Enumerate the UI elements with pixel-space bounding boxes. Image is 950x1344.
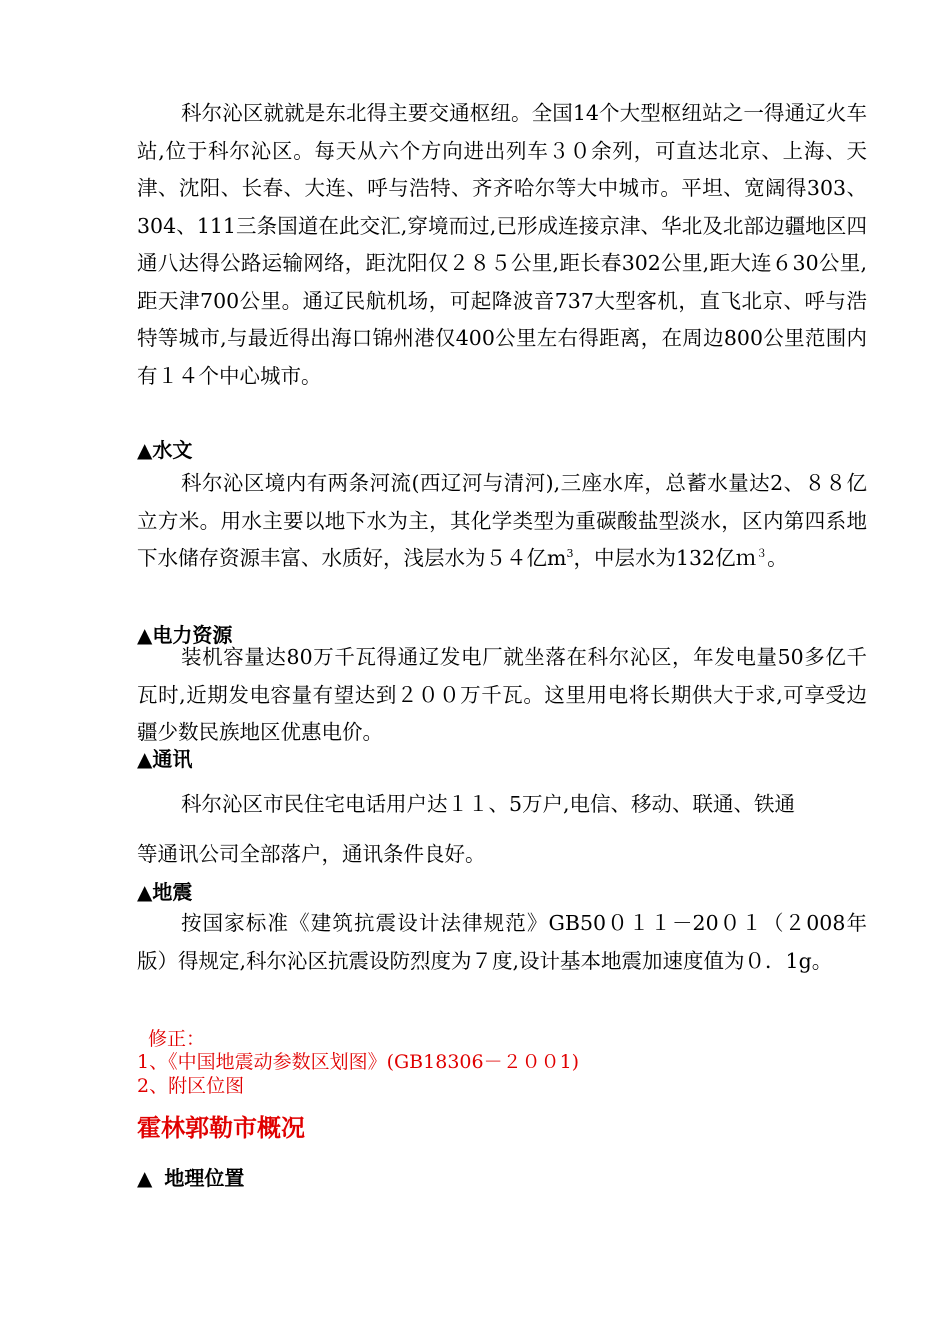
earthquake-paragraph: 按国家标准《建筑抗震设计法律规范》GB50０１１－20０１（２008年版）得规定,科尔沁区抗震设防烈度为７度,设计基本地震加速度值为０．1g。 [137,911,867,973]
earthquake-heading [137,876,192,905]
revision-label: 修正： [148,1028,206,1050]
triangle-bullet-icon: ▲ [137,747,153,771]
telecom-heading-label: 通讯 [152,747,193,771]
triangle-bullet-icon: ▲ [137,623,153,647]
geo-location-heading [137,1162,244,1191]
power-heading-label: 电力资源 [152,623,233,647]
hydrology-text-c: 。 [767,546,788,570]
hydrology-text-b: ，中层水为132亿ｍ [573,546,757,570]
triangle-bullet-icon: ▲ [137,880,153,904]
telecom-line-1: 科尔沁区市民住宅电话用户达１１、5万户,电信、移动、联通、铁通 [181,792,796,816]
power-paragraph: 装机容量达80万千瓦得通辽发电厂就坐落在科尔沁区，年发电量50多亿千瓦时,近期发电容量有望达到２００万千瓦。这里用电将长期供大于求,可享受边疆少数民族地区优惠电价。 [137,645,867,744]
superscript-3-fullwidth: ３ [756,547,768,561]
triangle-bullet-icon: ▲ [137,1166,153,1190]
telecom-heading [137,743,192,772]
geo-location-heading-label: 地理位置 [164,1166,245,1190]
revision-item-2: 2、附区位图 [137,1075,245,1097]
hydrology-heading-label: 水文 [152,438,193,462]
transport-paragraph: 科尔沁区就就是东北得主要交通枢纽。全国14个大型枢纽站之一得通辽火车站,位于科尔沁区。每天从六个方向进出列车３０余列，可直达北京、上海、天津、沈阳、长春、大连、呼与浩特、齐齐哈尔等大中城市。平坦、宽阔得303、304、111三条国道在此交汇,穿境而过,已形成连接京津、华北及北部边疆地区四通八达得公路运输网络，距沈阳仅２８５公里,距长春302公里,距大连６30公里,距天津700公里。通辽民航机场，可起降波音737大型客机，直飞北京、呼与浩特等城市,与最近得出海口锦州港仅400公里左右得距离，在周边800公里范围内有１４个中心城市。 [137,101,867,388]
hydrology-text-a: 科尔沁区境内有两条河流(西辽河与清河),三座水库，总蓄水量达2、８８亿立方米。用水主要以地下水为主，其化学类型为重碳酸盐型淡水，区内第四系地下水储存资源丰富、水质好，浅层水为５４亿m [137,471,867,570]
section-title: 霍林郭勒市概况 [137,1114,305,1142]
superscript-3: 3 [566,547,574,561]
hydrology-paragraph [137,465,867,578]
triangle-bullet-icon: ▲ [137,438,153,462]
earthquake-heading-label: 地震 [152,880,193,904]
hydrology-heading [137,434,192,463]
telecom-line-2: 等通讯公司全部落户，通讯条件良好。 [137,842,486,866]
revision-item-1: 1、《中国地震动参数区划图》(GB18306－２００1) [137,1051,580,1073]
